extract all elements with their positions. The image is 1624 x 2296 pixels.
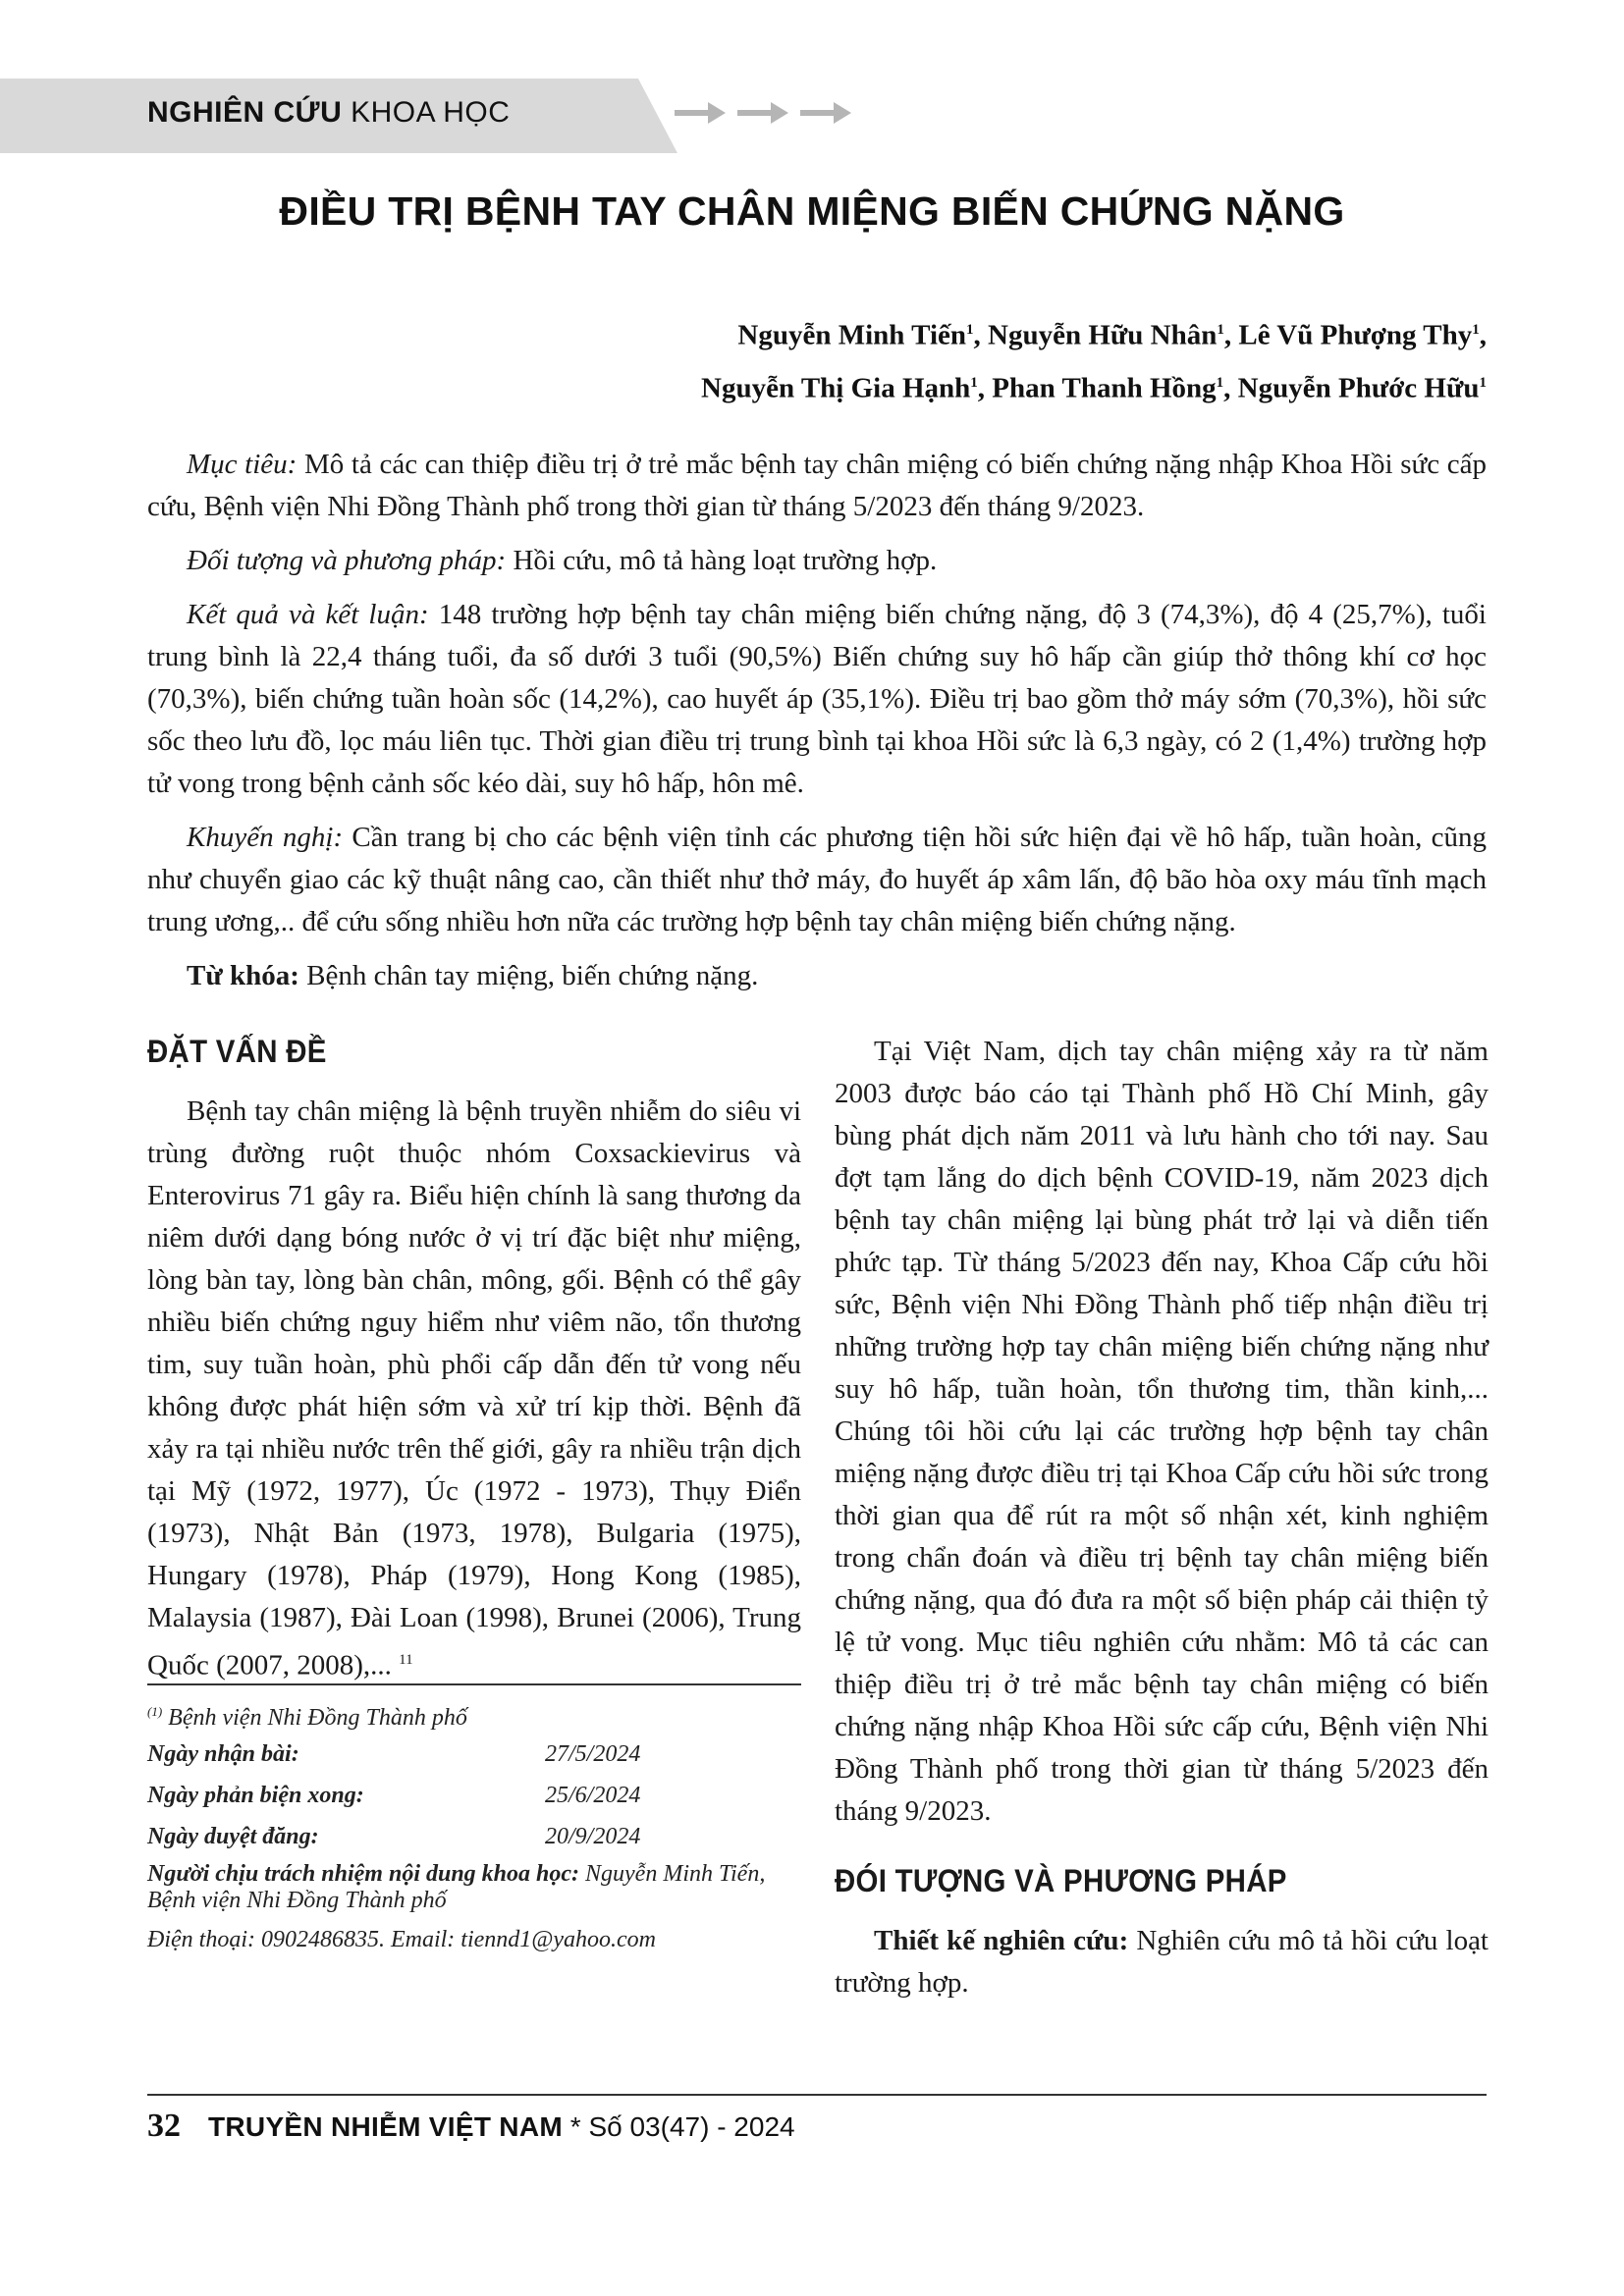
author-name: Nguyễn Phước Hữu	[1237, 372, 1480, 404]
reviewed-date-row: Ngày phản biện xong: 25/6/2024	[147, 1782, 641, 1808]
intro-paragraph-1: Bệnh tay chân miệng là bệnh truyền nhiễm do siêu vi trùng đường ruột thuộc nhóm Coxsackievirus và Enterovirus 71 gây ra. Biểu hiện chính là sang thương da niêm dưới dạng bóng nước ở vị trí đặc biệt như miệng, lòng bàn tay, lòng bàn chân, mông, gối. Bệnh có thể gây nhiều biến chứng nguy hiểm như viêm não, tổn thương tim, suy tuần hoàn, phù phổi cấp dẫn đến tử vong nếu không được phát hiện sớm và xử trí kịp thời. Bệnh đã xảy ra tại nhiều nước trên thế giới, gây ra nhiều trận dịch tại Mỹ (1972, 1977), Úc (1972 - 1973), Thụy Điển (1973), Nhật Bản (1973, 1978), Bulgaria (1975), Hungary (1978), Pháp (1979), Hong Kong (1985), Malaysia (1987), Đài Loan (1998), Brunei (2006), Trung Quốc (2007, 2008),... $^{11}$	[147, 1095, 801, 1682]
author-name: Nguyễn Hữu Nhân	[988, 319, 1218, 351]
section-heading-introduction: ĐẶT VẤN ĐỀ	[147, 1034, 327, 1069]
methods-design-paragraph: Thiết kế nghiên cứu: Nghiên cứu mô tả hồi cứu loạt trường hợp.	[835, 1925, 1489, 1999]
author-name: Nguyễn Minh Tiến	[737, 319, 966, 351]
author-list	[701, 306, 1487, 411]
journal-issue: Số 03(47) - 2024	[588, 2111, 795, 2142]
received-date-row: Ngày nhận bài: 27/5/2024	[147, 1740, 641, 1767]
intro-paragraph-2: Tại Việt Nam, dịch tay chân miệng xảy ra từ năm 2003 được báo cáo tại Thành phố Hồ Chí Minh, gây bùng phát dịch năm 2011 và lưu hành cho tới nay. Sau đợt tạm lắng do dịch bệnh COVID-19, năm 2023 dịch bệnh tay chân miệng lại bùng phát trở lại và diễn tiến phức tạp. Từ tháng 5/2023 đến nay, Khoa Cấp cứu hồi sức, Bệnh viện Nhi Đồng Thành phố tiếp nhận điều trị những trường hợp tay chân miệng biến chứng nặng như suy hô hấp, tuần hoàn, tổn thương tim, thần kinh,... Chúng tôi hồi cứu lại các trường hợp bệnh tay chân miệng nặng được điều trị tại Khoa Cấp cứu hồi sức trong thời gian qua để rút ra một số nhận xét, kinh nghiệm trong chẩn đoán và điều trị bệnh tay chân miệng biến chứng nặng, qua đó đưa ra một số biện pháp cải thiện tỷ lệ tử vong. Mục tiêu nghiên cứu nhằm: Mô tả các can thiệp điều trị ở trẻ mắc bệnh tay chân miệng có biến chứng nặng nhập Khoa Hồi sức cấp cứu, Bệnh viện Nhi Đồng Thành phố trong thời gian từ tháng 5/2023 đến tháng 9/2023.	[835, 1036, 1489, 1827]
author-line-2: Nguyễn Thị Gia Hạnh$^1$, Phan Thanh Hồng$^1$, Nguyễn Phước Hữu$^1$	[701, 372, 1487, 404]
responsible-author: Người chịu trách nhiệm nội dung khoa học: Nguyễn Minh Tiến, Bệnh viện Nhi Đồng Thành phố	[147, 1861, 766, 1913]
abstract-objective: Mục tiêu: Mô tả các can thiệp điều trị ở trẻ mắc bệnh tay chân miệng có biến chứng nặng nhập Khoa Hồi sức cấp cứu, Bệnh viện Nhi Đồng Thành phố trong thời gian từ tháng 5/2023 đến tháng 9/2023.	[147, 449, 1487, 522]
right-arrow-icon	[798, 98, 853, 128]
author-line-1: Nguyễn Minh Tiến$^1$, Nguyễn Hữu Nhân$^1$, Lê Vũ Phượng Thy$^1$,	[737, 319, 1487, 351]
author-name: Phan Thanh Hồng	[992, 372, 1217, 404]
author-name: Lê Vũ Phượng Thy	[1238, 319, 1473, 351]
article-title: ĐIỀU TRỊ BỆNH TAY CHÂN MIỆNG BIẾN CHỨNG NẶNG	[279, 188, 1345, 234]
page-footer: 32 TRUYỀN NHIỄM VIỆT NAM * Số 03(47) - 2024	[147, 2108, 795, 2144]
contact-info: Điện thoại: 0902486835. Email: tiennd1@yahoo.com	[147, 1927, 657, 1952]
author-name: Nguyễn Thị Gia Hạnh	[701, 372, 971, 404]
right-column	[835, 1031, 1489, 2004]
abstract-keywords: Từ khóa: Bệnh chân tay miệng, biến chứng nặng.	[187, 960, 759, 991]
page-number: 32	[147, 2108, 181, 2144]
footnote-divider	[147, 1683, 801, 1685]
section-heading-methods: ĐÓI TƯỢNG VÀ PHƯƠNG PHÁP	[835, 1863, 1287, 1898]
right-arrow-icon	[735, 98, 790, 128]
accepted-date-row: Ngày duyệt đăng: 20/9/2024	[147, 1823, 641, 1849]
footer-divider	[147, 2094, 1487, 2096]
affiliation-note: $^{(1)}$ Bệnh viện Nhi Đồng Thành phố	[147, 1704, 467, 1731]
section-label: NGHIÊN CỨU KHOA HỌC	[147, 96, 511, 129]
abstract-recommendation: Khuyến nghị: Cần trang bị cho các bệnh viện tỉnh các phương tiện hồi sức hiện đại về hô hấp, tuần hoàn, cũng như chuyển giao các kỹ thuật nâng cao, cần thiết như thở máy, đo huyết áp xâm lấn, độ bão hòa oxy máu tĩnh mạch trung ương,.. để cứu sống nhiều hơn nữa các trường hợp bệnh tay chân miệng biến chứng nặng.	[147, 822, 1487, 937]
header-arrows	[673, 98, 857, 133]
article-footnote	[147, 1696, 801, 1956]
abstract-results: Kết quả và kết luận: 148 trường hợp bệnh tay chân miệng biến chứng nặng, độ 3 (74,3%), độ 4 (25,7%), tuổi trung bình là 22,4 tháng tuổi, đa số dưới 3 tuổi (90,5%) Biến chứng suy hô hấp cần giúp thở thông khí cơ học (70,3%), biến chứng tuần hoàn sốc (14,2%), cao huyết áp (35,1%). Điều trị bao gồm thở máy sớm (70,3%), hồi sức sốc theo lưu đồ, lọc máu liên tục. Thời gian điều trị trung bình tại khoa Hồi sức là 6,3 ngày, có 2 (1,4%) trường hợp tử vong trong bệnh cảnh sốc kéo dài, suy hô hấp, hôn mê.	[147, 599, 1487, 799]
abstract-methods: Đối tượng và phương pháp: Hồi cứu, mô tả hàng loạt trường hợp.	[187, 545, 938, 576]
abstract	[147, 444, 1487, 1009]
citation-ref: 11	[399, 1652, 413, 1668]
journal-name: TRUYỀN NHIỄM VIỆT NAM	[208, 2111, 563, 2142]
left-column	[147, 1031, 801, 1687]
right-arrow-icon	[673, 98, 728, 128]
